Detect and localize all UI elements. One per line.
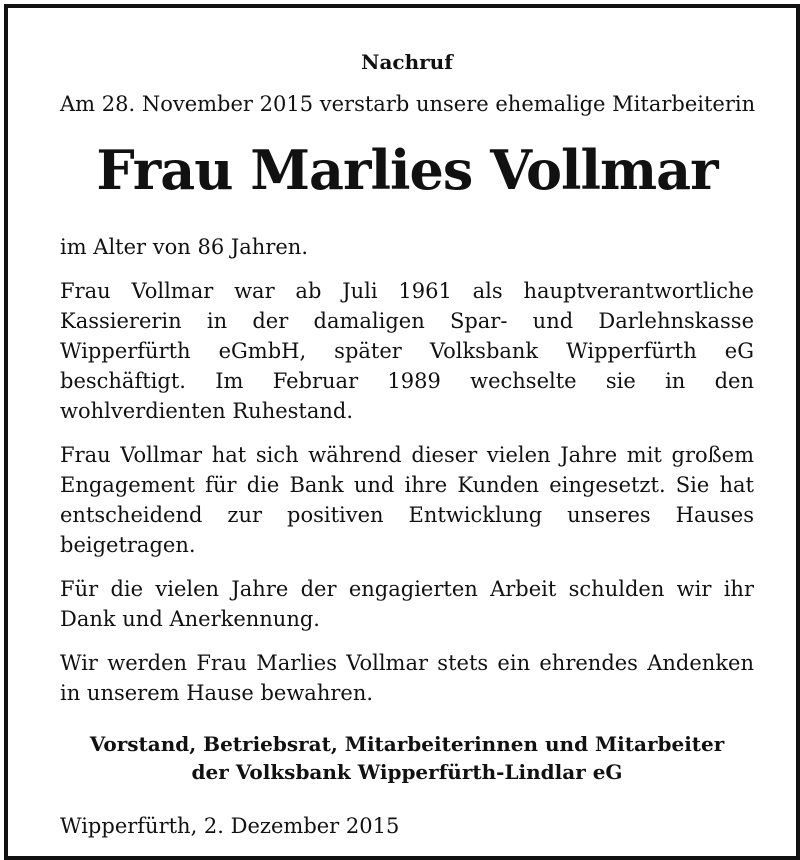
place-date: Wipperfürth, 2. Dezember 2015 (60, 814, 400, 838)
signature-block (60, 730, 754, 786)
signature-line-2: der Volksbank Wipperfürth-Lindlar eG (191, 760, 623, 784)
deceased-name: Frau Marlies Vollmar (96, 138, 718, 202)
paragraph-remembrance: Wir werden Frau Marlies Vollmar stets ein ehrendes Andenken in unserem Hause bewahren. (60, 651, 754, 705)
notice-content (60, 48, 754, 840)
signature-line-1: Vorstand, Betriebsrat, Mitarbeiterinnen und Mitarbeiter (89, 732, 725, 756)
notice-frame (4, 4, 800, 860)
paragraph-engagement: Frau Vollmar hat sich während dieser vielen Jahre mit großem Engagement für die Bank und ihre Kunden eingesetzt. Sie hat entscheidend zur positiven Entwicklung unseres Hauses beigetragen. (60, 443, 754, 557)
paragraph-thanks: Für die vielen Jahre der engagierten Arbeit schulden wir ihr Dank und Anerkennung. (60, 577, 754, 631)
notice-heading: Nachruf (361, 50, 453, 74)
paragraph-career: Frau Vollmar war ab Juli 1961 als hauptverantwortliche Kassiererin in der damaligen Spar- und Darlehnskasse Wipperfürth eGmbH, später Volksbank Wipperfürth eG beschäftigt. Im Februar 1989 wechselte sie in den wohlverdienten Ruhestand. (60, 279, 754, 423)
age-line: im Alter von 86 Jahren. (60, 235, 309, 259)
intro-line: Am 28. November 2015 verstarb unsere ehemalige Mitarbeiterin (60, 92, 756, 116)
